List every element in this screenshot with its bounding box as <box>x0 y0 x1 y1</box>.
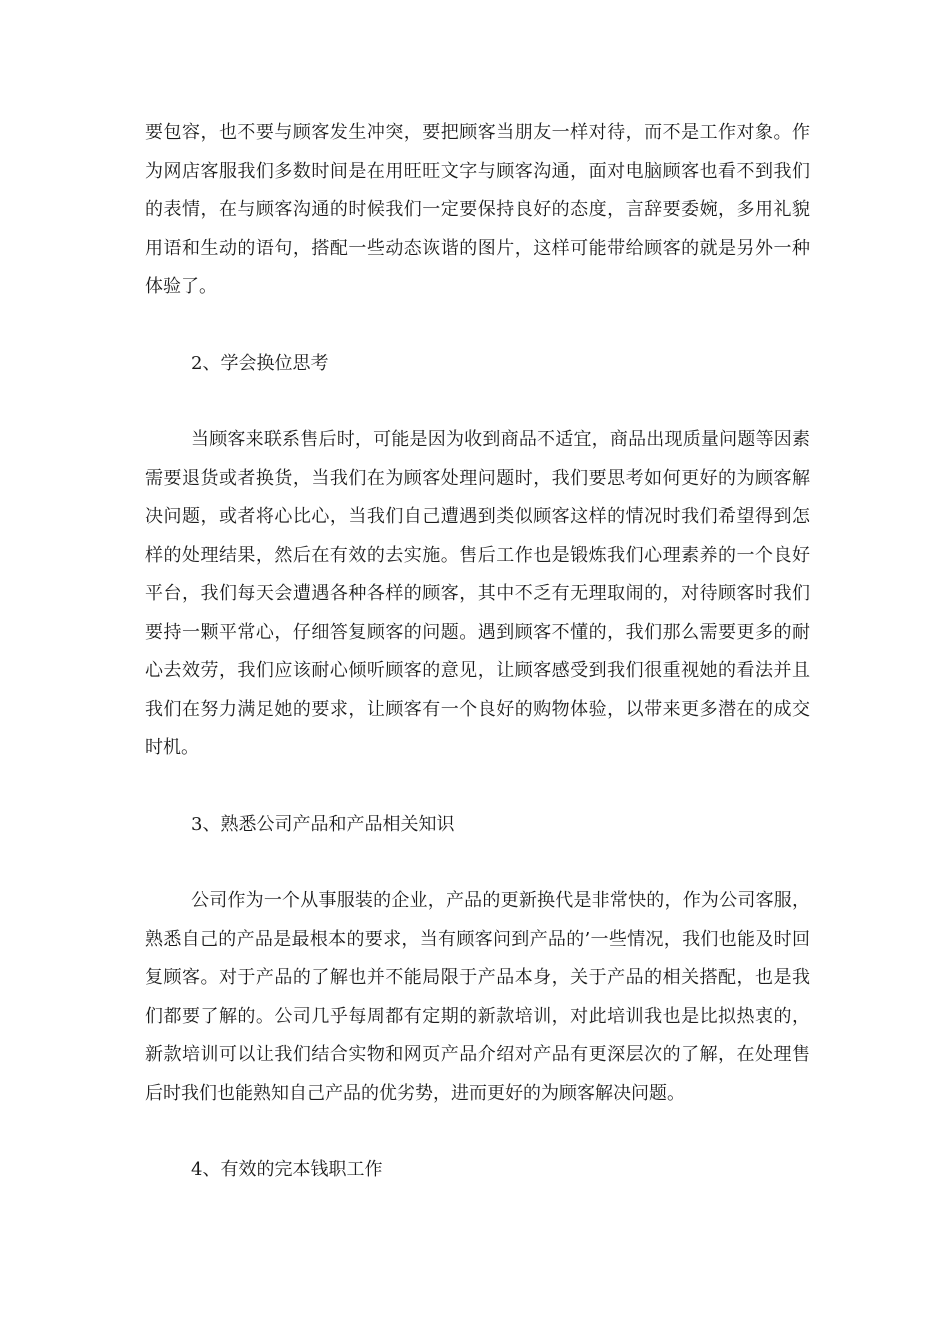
paragraph-empathy: 当顾客来联系售后时，可能是因为收到商品不适宜，商品出现质量问题等因素需要退货或者换货，当我们在为顾客处理问题时，我们要思考如何更好的为顾客解决问题，或者将心比心，当我们自己遭遇到类似顾客这样的情况时我们希望得到怎样的处理结果，然后在有效的去实施。售后工作也是锻炼我们心理素养的一个良好平台，我们每天会遭遇各种各样的顾客，其中不乏有无理取闹的，对待顾客时我们要持一颗平常心，仔细答复顾客的问题。遇到顾客不懂的，我们那么需要更多的耐心去效劳，我们应该耐心倾听顾客的意见，让顾客感受到我们很重视她的看法并且我们在努力满足她的要求，让顾客有一个良好的购物体验，以带来更多潜在的成交时机。 <box>145 429 810 758</box>
paragraph-gap <box>145 844 810 882</box>
heading-product-knowledge: 3、熟悉公司产品和产品相关知识 <box>191 813 455 835</box>
paragraph-gap <box>145 383 810 421</box>
paragraph-gap <box>145 307 810 345</box>
heading-empathy: 2、学会换位思考 <box>191 352 329 374</box>
document-body <box>145 114 810 1190</box>
paragraph-gap <box>145 1113 810 1151</box>
paragraph-gap <box>145 768 810 806</box>
paragraph-patience: 要包容，也不要与顾客发生冲突，要把顾客当朋友一样对待，而不是工作对象。作为网店客服我们多数时间是在用旺旺文字与顾客沟通，面对电脑顾客也看不到我们的表情，在与顾客沟通的时候我们一定要保持良好的态度，言辞要委婉，多用礼貌用语和生动的语句，搭配一些动态诙谐的图片，这样可能带给顾客的就是另外一种体验了。 <box>145 122 810 297</box>
heading-duties: 4、有效的完本钱职工作 <box>191 1159 383 1180</box>
paragraph-product-knowledge: 公司作为一个从事服装的企业，产品的更新换代是非常快的，作为公司客服，熟悉自己的产品是最根本的要求，当有顾客问到产品的’一些情况，我们也能及时回复顾客。对于产品的了解也并不能局限于产品本身，关于产品的相关搭配，也是我们都要了解的。公司几乎每周都有定期的新款培训，对此培训我也是比拟热衷的，新款培训可以让我们结合实物和网页产品介绍对产品有更深层次的了解，在处理售后时我们也能熟知自己产品的优劣势，进而更好的为顾客解决问题。 <box>145 890 810 1104</box>
